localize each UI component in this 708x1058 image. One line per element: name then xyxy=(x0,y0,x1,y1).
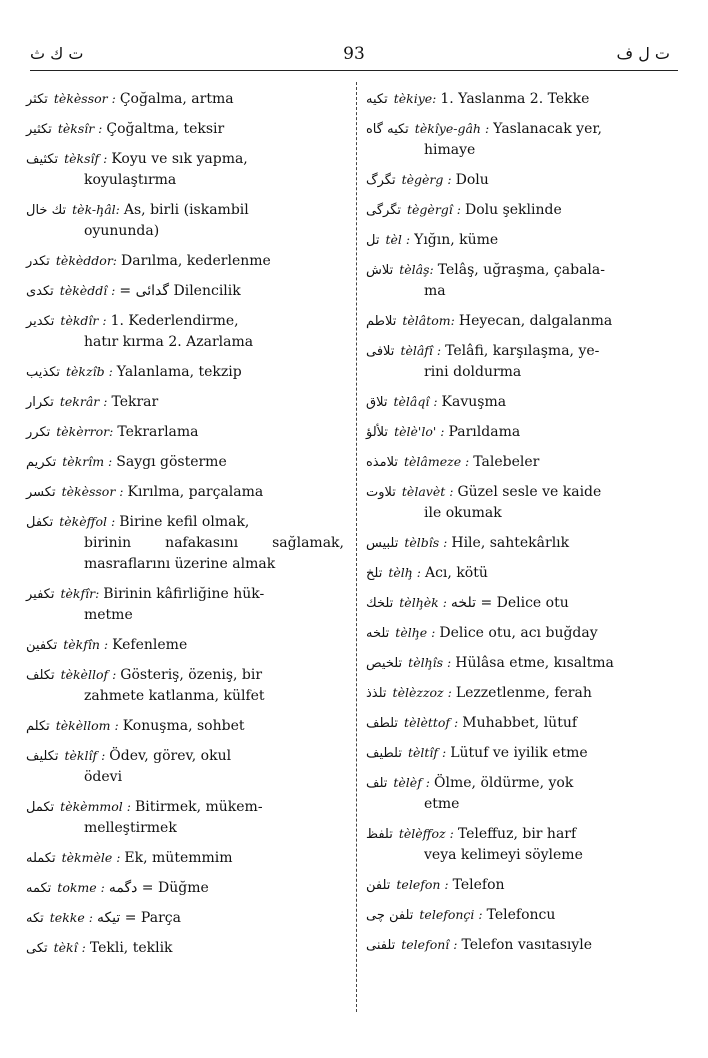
entry-arabic-script: تلخك xyxy=(366,596,394,611)
entry-arabic-script: تلألؤ xyxy=(366,425,389,440)
dictionary-entry xyxy=(26,88,344,110)
entry-definition: Telâfi, karşılaşma, ye- xyxy=(445,343,600,359)
entry-definition: Saygı gösterme xyxy=(116,454,227,470)
dictionary-entry xyxy=(26,745,344,788)
entry-transliteration: tèlbîs : xyxy=(404,535,448,550)
entry-definition: Teleffuz, bir harf xyxy=(457,826,577,842)
entry-definition: Tekrarlama xyxy=(117,424,199,440)
entry-definition: تيكه = Parça xyxy=(96,910,181,926)
entry-arabic-script: تكمل xyxy=(26,800,55,815)
entry-definition: Yığın, küme xyxy=(414,232,499,248)
entry-definition-continued: oyununda) xyxy=(84,223,160,239)
entry-arabic-script: تل xyxy=(366,233,380,248)
entry-definition: Çoğaltma, teksir xyxy=(106,121,225,137)
entry-definition: Dolu şeklinde xyxy=(464,202,562,218)
entry-definition: دگمه = Düğme xyxy=(108,880,209,896)
dictionary-entry xyxy=(26,937,344,959)
dictionary-entry xyxy=(366,742,672,764)
entry-transliteration: tèl : xyxy=(385,232,411,247)
entry-transliteration: tèklîf : xyxy=(64,748,106,763)
entry-definition: Heyecan, dalgalanma xyxy=(458,313,613,329)
dictionary-entry xyxy=(26,907,344,929)
dictionary-entry xyxy=(366,421,672,443)
entry-arabic-script: تلامذه xyxy=(366,455,398,470)
entry-transliteration: tèlâtom: xyxy=(402,313,455,328)
dictionary-entry xyxy=(366,532,672,554)
entry-arabic-script: تكرار xyxy=(26,395,54,410)
entry-transliteration: tekrâr : xyxy=(59,394,108,409)
entry-definition-continued: koyulaştırma xyxy=(84,172,177,188)
entry-arabic-script: تكلم xyxy=(26,719,50,734)
header-right-letters: ت ل ف xyxy=(616,44,670,63)
entry-arabic-script: تگرگ xyxy=(366,173,396,188)
entry-transliteration: tèkèmmol : xyxy=(60,799,131,814)
entry-arabic-script: تكفير xyxy=(26,587,55,602)
entry-transliteration: tèkiye: xyxy=(393,91,437,106)
entry-transliteration: tèkzîb : xyxy=(66,364,113,379)
entry-definition: Ölme, öldürme, yok xyxy=(434,775,574,791)
entry-arabic-script: تكدى xyxy=(26,284,54,299)
entry-arabic-script: تكدر xyxy=(26,254,50,269)
header-rule xyxy=(30,70,678,71)
entry-definition: Kefenleme xyxy=(112,637,188,653)
dictionary-entry xyxy=(366,199,672,221)
entry-arabic-script: تلفن چى xyxy=(366,908,414,923)
dictionary-entry xyxy=(26,250,344,272)
entry-arabic-script: تلفظ xyxy=(366,827,393,842)
dictionary-entry xyxy=(366,772,672,815)
entry-transliteration: tèkèssor : xyxy=(53,91,116,106)
entry-definition: Birine kefil olmak, xyxy=(119,514,250,530)
entry-arabic-script: تلخ xyxy=(366,566,383,581)
entry-definition: Koyu ve sık yapma, xyxy=(111,151,248,167)
entry-definition: Çoğalma, artma xyxy=(119,91,234,107)
dictionary-entry xyxy=(366,118,672,161)
entry-arabic-script: تلفن xyxy=(366,878,391,893)
entry-definition: Delice otu, acı buğday xyxy=(439,625,598,641)
dictionary-entry xyxy=(366,451,672,473)
dictionary-entry xyxy=(366,592,672,614)
entry-transliteration: tèlḩe : xyxy=(395,625,436,640)
entry-transliteration: tèkmèle : xyxy=(61,850,121,865)
entry-arabic-script: تكفل xyxy=(26,515,54,530)
entry-arabic-script: تكرر xyxy=(26,425,51,440)
entry-arabic-script: تلخه xyxy=(366,626,390,641)
entry-definition: Tekrar xyxy=(111,394,159,410)
entry-arabic-script: تكه xyxy=(26,911,44,926)
entry-transliteration: tèkdîr : xyxy=(60,313,107,328)
entry-arabic-script: تكمه xyxy=(26,881,52,896)
entry-transliteration: telefonçi : xyxy=(419,907,483,922)
entry-transliteration: tèlâmeze : xyxy=(403,454,470,469)
entry-definition: Telâş, uğraşma, çabala- xyxy=(437,262,605,278)
dictionary-entry xyxy=(366,712,672,734)
entry-definition: Muhabbet, lütuf xyxy=(462,715,578,731)
entry-definition-continued: ma xyxy=(424,283,446,299)
dictionary-entry xyxy=(366,652,672,674)
entry-definition: Parıldama xyxy=(448,424,521,440)
entry-arabic-script: تلطف xyxy=(366,716,399,731)
entry-definition: Hile, sahtekârlık xyxy=(451,535,570,551)
entry-transliteration: tèlèffoz : xyxy=(398,826,454,841)
entry-arabic-script: تكريم xyxy=(26,455,57,470)
entry-transliteration: tèkîye-gâh : xyxy=(414,121,490,136)
dictionary-entry xyxy=(26,715,344,737)
entry-arabic-script: تكمله xyxy=(26,851,56,866)
entry-definition: Tekli, teklik xyxy=(89,940,173,956)
entry-definition: Dolu xyxy=(455,172,489,188)
entry-definition: Bitirmek, mükem- xyxy=(134,799,263,815)
entry-arabic-script: تكلف xyxy=(26,668,55,683)
entry-transliteration: tègèrg : xyxy=(401,172,452,187)
dictionary-entry xyxy=(26,391,344,413)
entry-definition-continued: ile okumak xyxy=(424,505,502,521)
dictionary-entry xyxy=(366,169,672,191)
entry-definition: تلخه = Delice otu xyxy=(450,595,569,611)
dictionary-entry xyxy=(26,421,344,443)
dictionary-entry xyxy=(26,280,344,302)
entry-transliteration: tèlâfî : xyxy=(400,343,442,358)
entry-arabic-script: تك خال xyxy=(26,203,67,218)
dictionary-entry xyxy=(26,310,344,353)
dictionary-entry xyxy=(26,634,344,656)
entry-definition: Yaslanacak yer, xyxy=(493,121,602,137)
entry-arabic-script: تلطيف xyxy=(366,746,402,761)
entry-arabic-script: تكسر xyxy=(26,485,56,500)
dictionary-entry xyxy=(26,511,344,575)
dictionary-entry xyxy=(26,481,344,503)
dictionary-entry xyxy=(366,934,672,956)
dictionary-entry xyxy=(366,562,672,584)
entry-transliteration: tèlèzzoz : xyxy=(392,685,452,700)
dictionary-entry xyxy=(26,361,344,383)
entry-arabic-script: تلذذ xyxy=(366,686,387,701)
entry-transliteration: tèlḩèk : xyxy=(399,595,447,610)
entry-transliteration: tèlḩ : xyxy=(388,565,421,580)
entry-arabic-script: تكى xyxy=(26,941,48,956)
entry-arabic-script: تكدير xyxy=(26,314,55,329)
entry-definition: Lütuf ve iyilik etme xyxy=(450,745,588,761)
page-number: 93 xyxy=(343,44,365,64)
entry-definition-continued: hatır kırma 2. Azarlama xyxy=(84,334,254,350)
entry-arabic-script: تلف xyxy=(366,776,388,791)
entry-definition: Yalanlama, tekzip xyxy=(116,364,242,380)
entry-definition-continued: veya kelimeyi söyleme xyxy=(424,847,583,863)
entry-transliteration: tèltîf : xyxy=(407,745,447,760)
entry-transliteration: tèlavèt : xyxy=(401,484,454,499)
dictionary-entry xyxy=(366,259,672,302)
dictionary-entry xyxy=(366,310,672,332)
entry-transliteration: tèkrîm : xyxy=(62,454,113,469)
dictionary-entry xyxy=(366,229,672,251)
dictionary-entry xyxy=(26,199,344,242)
entry-transliteration: tèlâş: xyxy=(399,262,434,277)
entry-transliteration: tèkfîr: xyxy=(60,586,100,601)
entry-arabic-script: تكذيب xyxy=(26,365,61,380)
left-column xyxy=(26,88,344,967)
entry-definition-continued: melleştirmek xyxy=(84,820,177,836)
dictionary-entry xyxy=(26,583,344,626)
entry-transliteration: tèk-ḩâl: xyxy=(72,202,120,217)
entry-arabic-script: تكثير xyxy=(26,122,52,137)
entry-transliteration: tèksîf : xyxy=(64,151,108,166)
column-divider xyxy=(356,82,357,1012)
entry-definition: Talebeler xyxy=(473,454,540,470)
entry-arabic-script: تگرگى xyxy=(366,203,401,218)
entry-definition: 1. Yaslanma 2. Tekke xyxy=(440,91,590,107)
entry-transliteration: tèlèttof : xyxy=(404,715,459,730)
entry-transliteration: tèkèffol : xyxy=(59,514,116,529)
entry-transliteration: tèlè'lo' : xyxy=(394,424,445,439)
entry-transliteration: tèkî : xyxy=(53,940,86,955)
entry-definition: As, birli (iskambil xyxy=(123,202,249,218)
entry-definition-continued: ödevi xyxy=(84,769,123,785)
entry-definition: Konuşma, sohbet xyxy=(122,718,245,734)
entry-definition: Lezzetlenme, ferah xyxy=(455,685,592,701)
entry-definition: Hülâsa etme, kısaltma xyxy=(455,655,614,671)
entry-arabic-script: تكثيف xyxy=(26,152,59,167)
entry-definition: Kırılma, parçalama xyxy=(127,484,264,500)
entry-definition-continued: etme xyxy=(424,796,460,812)
entry-transliteration: tèkfîn : xyxy=(63,637,109,652)
entry-definition-continued: birinin nafakasını sağlamak, masraflarını üzerine almak xyxy=(84,535,344,572)
entry-definition-continued: rini doldurma xyxy=(424,364,522,380)
entry-definition: Acı, kötü xyxy=(424,565,488,581)
dictionary-entry xyxy=(366,391,672,413)
entry-arabic-script: تكليف xyxy=(26,749,59,764)
entry-definition: Kavuşma xyxy=(441,394,507,410)
entry-transliteration: tèkèssor : xyxy=(61,484,124,499)
entry-transliteration: tèlḩîs : xyxy=(408,655,452,670)
dictionary-entry xyxy=(26,451,344,473)
entry-definition: Darılma, kederlenme xyxy=(121,253,271,269)
entry-definition-continued: himaye xyxy=(424,142,476,158)
entry-transliteration: telefonî : xyxy=(401,937,458,952)
dictionary-entry xyxy=(366,682,672,704)
entry-definition: Ödev, görev, okul xyxy=(109,748,232,764)
dictionary-entry xyxy=(366,622,672,644)
entry-definition: Ek, mütemmim xyxy=(124,850,233,866)
entry-arabic-script: تلاوت xyxy=(366,485,396,500)
entry-transliteration: tokme : xyxy=(57,880,105,895)
dictionary-entry xyxy=(366,823,672,866)
entry-arabic-script: تلاطم xyxy=(366,314,397,329)
entry-transliteration: tèksîr : xyxy=(57,121,103,136)
entry-arabic-script: تكيه xyxy=(366,92,388,107)
entry-arabic-script: تلبيس xyxy=(366,536,399,551)
entry-definition: Güzel sesle ve kaide xyxy=(457,484,602,500)
right-column xyxy=(366,88,672,964)
entry-definition-continued: metme xyxy=(84,607,133,623)
entry-transliteration: tèkèllof : xyxy=(60,667,117,682)
entry-definition: = گدائی Dilencilik xyxy=(119,283,241,299)
entry-definition: Telefoncu xyxy=(486,907,556,923)
entry-arabic-script: تلاق xyxy=(366,395,388,410)
dictionary-entry xyxy=(26,877,344,899)
dictionary-entry xyxy=(366,874,672,896)
dictionary-entry xyxy=(26,148,344,191)
entry-transliteration: tèkèrror: xyxy=(56,424,114,439)
entry-definition: 1. Kederlendirme, xyxy=(110,313,239,329)
dictionary-entry xyxy=(366,904,672,926)
entry-arabic-script: تكفين xyxy=(26,638,58,653)
entry-arabic-script: تلافى xyxy=(366,344,395,359)
entry-transliteration: tèlâqî : xyxy=(393,394,438,409)
entry-definition: Birinin kâfirliğine hük- xyxy=(103,586,265,602)
entry-arabic-script: تلخيص xyxy=(366,656,403,671)
entry-definition: Telefon vasıtasıyle xyxy=(461,937,593,953)
entry-definition-continued: zahmete katlanma, külfet xyxy=(84,688,265,704)
entry-arabic-script: تلاش xyxy=(366,263,394,278)
dictionary-entry xyxy=(26,118,344,140)
entry-definition: Telefon xyxy=(452,877,505,893)
entry-transliteration: tekke : xyxy=(49,910,93,925)
entry-arabic-script: تكيه گاه xyxy=(366,122,409,137)
dictionary-entry xyxy=(366,340,672,383)
entry-transliteration: tèkèddî : xyxy=(59,283,116,298)
dictionary-entry xyxy=(366,88,672,110)
dictionary-entry xyxy=(26,664,344,707)
entry-arabic-script: تلفنى xyxy=(366,938,396,953)
entry-transliteration: tèkèddor: xyxy=(55,253,118,268)
entry-transliteration: telefon : xyxy=(396,877,449,892)
entry-definition: Gösteriş, özeniş, bir xyxy=(120,667,263,683)
entry-transliteration: tèkèllom : xyxy=(55,718,119,733)
dictionary-entry xyxy=(26,847,344,869)
entry-transliteration: tèlèf : xyxy=(393,775,431,790)
header-left-letters: ت ك ث xyxy=(30,44,84,63)
dictionary-entry xyxy=(366,481,672,524)
entry-arabic-script: تكثر xyxy=(26,92,48,107)
dictionary-entry xyxy=(26,796,344,839)
entry-transliteration: tègèrgî : xyxy=(407,202,461,217)
